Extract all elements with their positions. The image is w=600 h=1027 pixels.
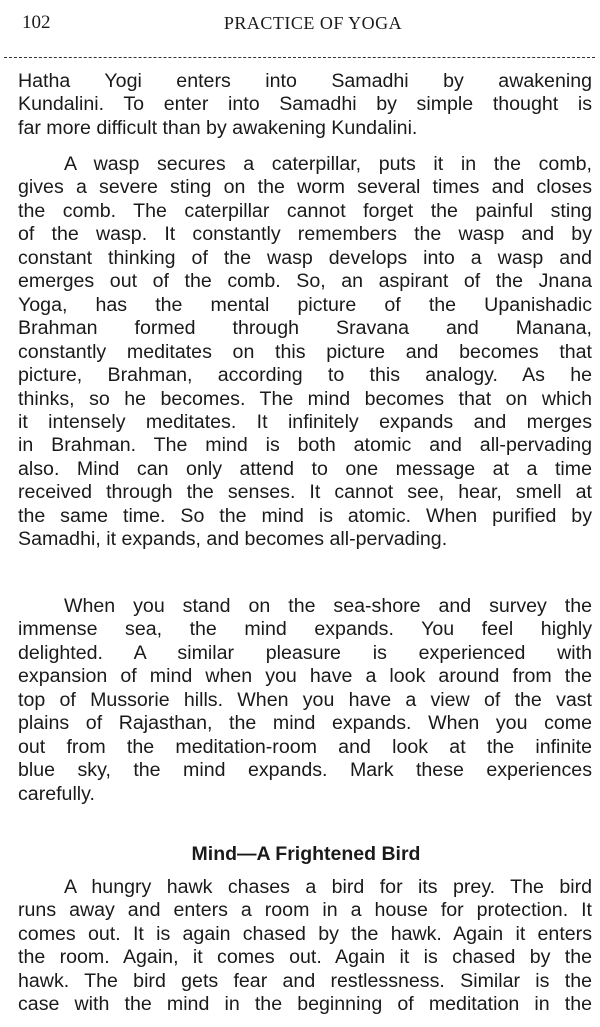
text-line: emerges out of the comb. So, an aspirant of the Jnana [18,270,592,293]
text-line: constant thinking of the wasp develops into a wasp and [18,246,592,269]
text-line: A wasp secures a caterpillar, puts it in the comb, [64,153,592,175]
paragraph-1 [18,70,592,140]
text-line: When you stand on the sea-shore and survey the [64,595,592,617]
text-line: constantly meditates on this picture and becomes that [18,340,592,363]
text-line: Brahman formed through Sravana and Manana, [18,317,592,340]
text-line: Samadhi, it expands, and becomes all-pervading. [18,528,448,551]
text-line: comes out. It is again chased by the hawk. Again it enters [18,922,592,945]
text-line: thinks, so he becomes. The mind becomes that on which [18,387,592,410]
paragraph-4 [18,876,592,1017]
text-line: gives a severe sting on the worm several times and closes [18,176,592,199]
text-line: far more difficult than by awakening Kundalini. [18,116,418,139]
text-line: it intensely meditates. It infinitely expands and merges [18,410,592,433]
text-line: expansion of mind when you have a look around from the [18,665,592,688]
text-line: hawk. The bird gets fear and restlessness. Similar is the [18,969,592,992]
text-line: carefully. [18,782,95,805]
page-header [22,10,590,40]
text-line: delighted. A similar pleasure is experienced with [18,641,592,664]
paragraph-2 [18,153,592,552]
text-line: immense sea, the mind expands. You feel highly [18,618,592,641]
text-line: the comb. The caterpillar cannot forget the painful sting [18,199,592,222]
header-divider [4,57,595,58]
text-line: received through the senses. It cannot see, hear, smell at [18,481,592,504]
paragraph-3 [18,595,592,806]
section-heading: Mind—A Frightened Bird [191,843,421,865]
running-title: PRACTICE OF YOGA [223,13,403,33]
text-line: runs away and enters a room in a house for protection. It [18,899,592,922]
text-line: Yoga, has the mental picture of the Upanishadic [18,293,592,316]
text-line: plains of Rajasthan, the mind expands. When you come [18,712,592,735]
text-line: picture, Brahman, according to this analogy. As he [18,364,592,387]
text-line: in Brahman. The mind is both atomic and all-pervading [18,434,592,457]
text-line: of the wasp. It constantly remembers the wasp and by [18,223,592,246]
text-line: top of Mussorie hills. When you have a view of the vast [18,688,592,711]
page-number: 102 [22,12,51,33]
text-line: blue sky, the mind expands. Mark these experiences [18,759,592,782]
text-line: case with the mind in the beginning of meditation in the [18,993,592,1016]
text-line: also. Mind can only attend to one message at a time [18,457,592,480]
text-line: the room. Again, it comes out. Again it is chased by the [18,946,592,969]
text-line: Hatha Yogi enters into Samadhi by awakening [18,70,592,92]
text-line: the same time. So the mind is atomic. When purified by [18,504,592,527]
text-line: out from the meditation-room and look at the infinite [18,735,592,758]
text-line: A hungry hawk chases a bird for its prey. The bird [64,876,592,898]
text-line: Kundalini. To enter into Samadhi by simple thought is [18,93,592,116]
